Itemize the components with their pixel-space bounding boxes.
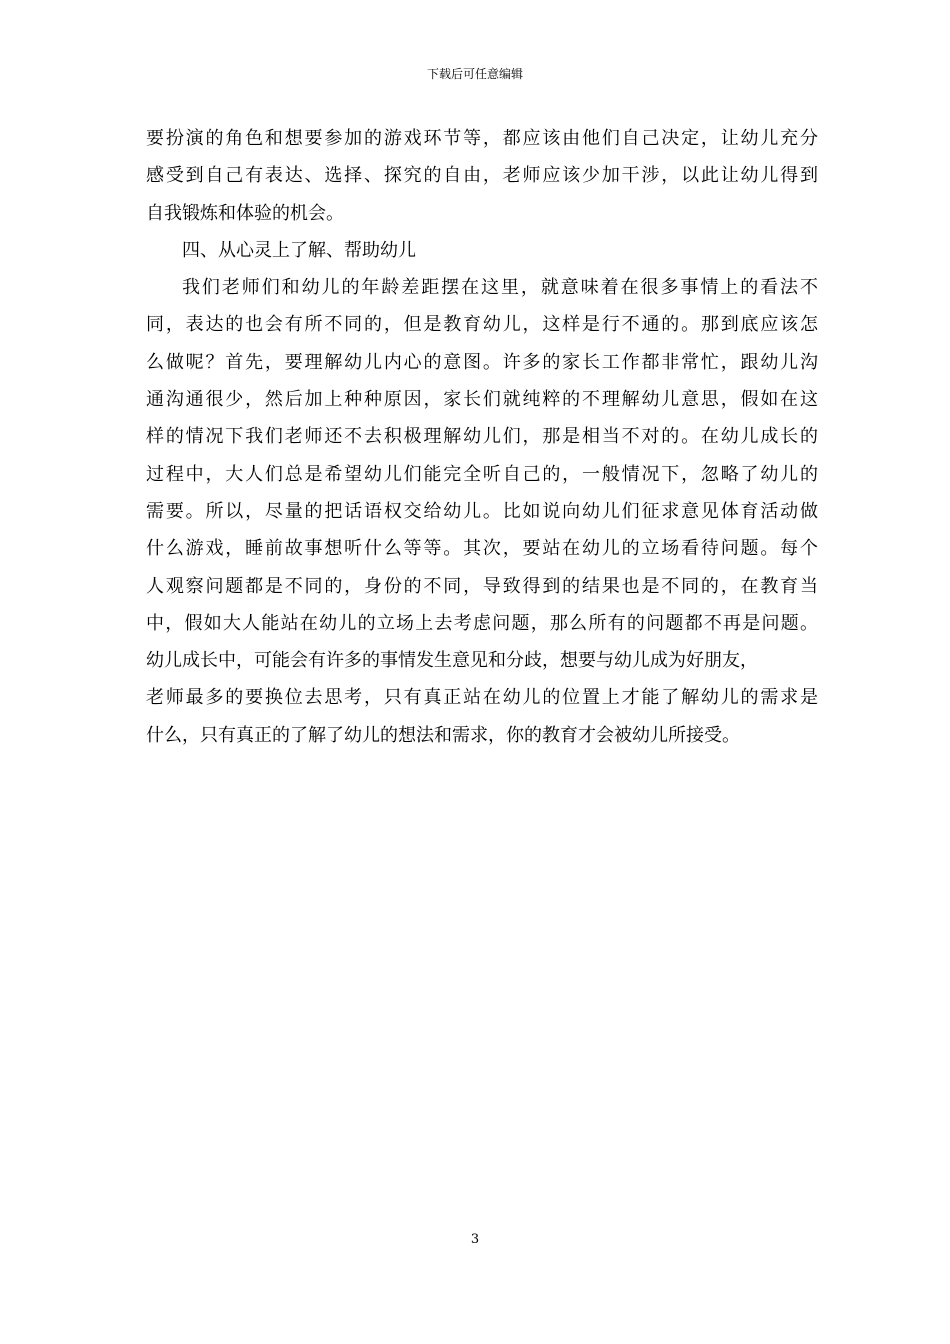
text-line: 什么游戏，睡前故事想听什么等等。其次，要站在幼儿的立场看待问题。每个 (146, 538, 818, 560)
text-line: 感受到自己有表达、选择、探究的自由，老师应该少加干涉，以此让幼儿得到 (146, 165, 818, 187)
text-line: 中，假如大人能站在幼儿的立场上去考虑问题，那么所有的问题都不再是问题。 (146, 612, 818, 634)
text-line: 么做呢？首先，要理解幼儿内心的意图。许多的家长工作都非常忙，跟幼儿沟 (146, 351, 818, 373)
text-line: 幼儿成长中，可能会有许多的事情发生意见和分歧，想要与幼儿成为好朋友， (146, 650, 758, 672)
text-line: 老师最多的要换位去思考，只有真正站在幼儿的位置上才能了解幼儿的需求是 (146, 687, 818, 709)
text-line: 我们老师们和幼儿的年龄差距摆在这里，就意味着在很多事情上的看法不 (182, 277, 818, 299)
section-heading: 四、从心灵上了解、帮助幼儿 (182, 239, 416, 261)
text-line: 通沟通很少，然后加上种种原因，家长们就纯粹的不理解幼儿意思，假如在这 (146, 389, 818, 411)
page-number: 3 (470, 1232, 480, 1247)
page-header: 下载后可任意编辑 (426, 67, 523, 81)
text-line: 什么，只有真正的了解了幼儿的想法和需求，你的教育才会被幼儿所接受。 (146, 724, 740, 746)
document-body (146, 120, 818, 754)
text-line: 自我锻炼和体验的机会。 (146, 202, 344, 224)
text-line: 同，表达的也会有所不同的，但是教育幼儿，这样是行不通的。那到底应该怎 (146, 314, 818, 336)
text-line: 样的情况下我们老师还不去积极理解幼儿们，那是相当不对的。在幼儿成长的 (146, 426, 818, 448)
text-line: 要扮演的角色和想要参加的游戏环节等，都应该由他们自己决定，让幼儿充分 (146, 128, 818, 149)
text-line: 人观察问题都是不同的，身份的不同，导致得到的结果也是不同的，在教育当 (146, 575, 818, 597)
text-line: 需要。所以，尽量的把话语权交给幼儿。比如说向幼儿们征求意见体育活动做 (146, 500, 818, 522)
text-line: 过程中，大人们总是希望幼儿们能完全听自己的，一般情况下，忽略了幼儿的 (146, 463, 818, 485)
